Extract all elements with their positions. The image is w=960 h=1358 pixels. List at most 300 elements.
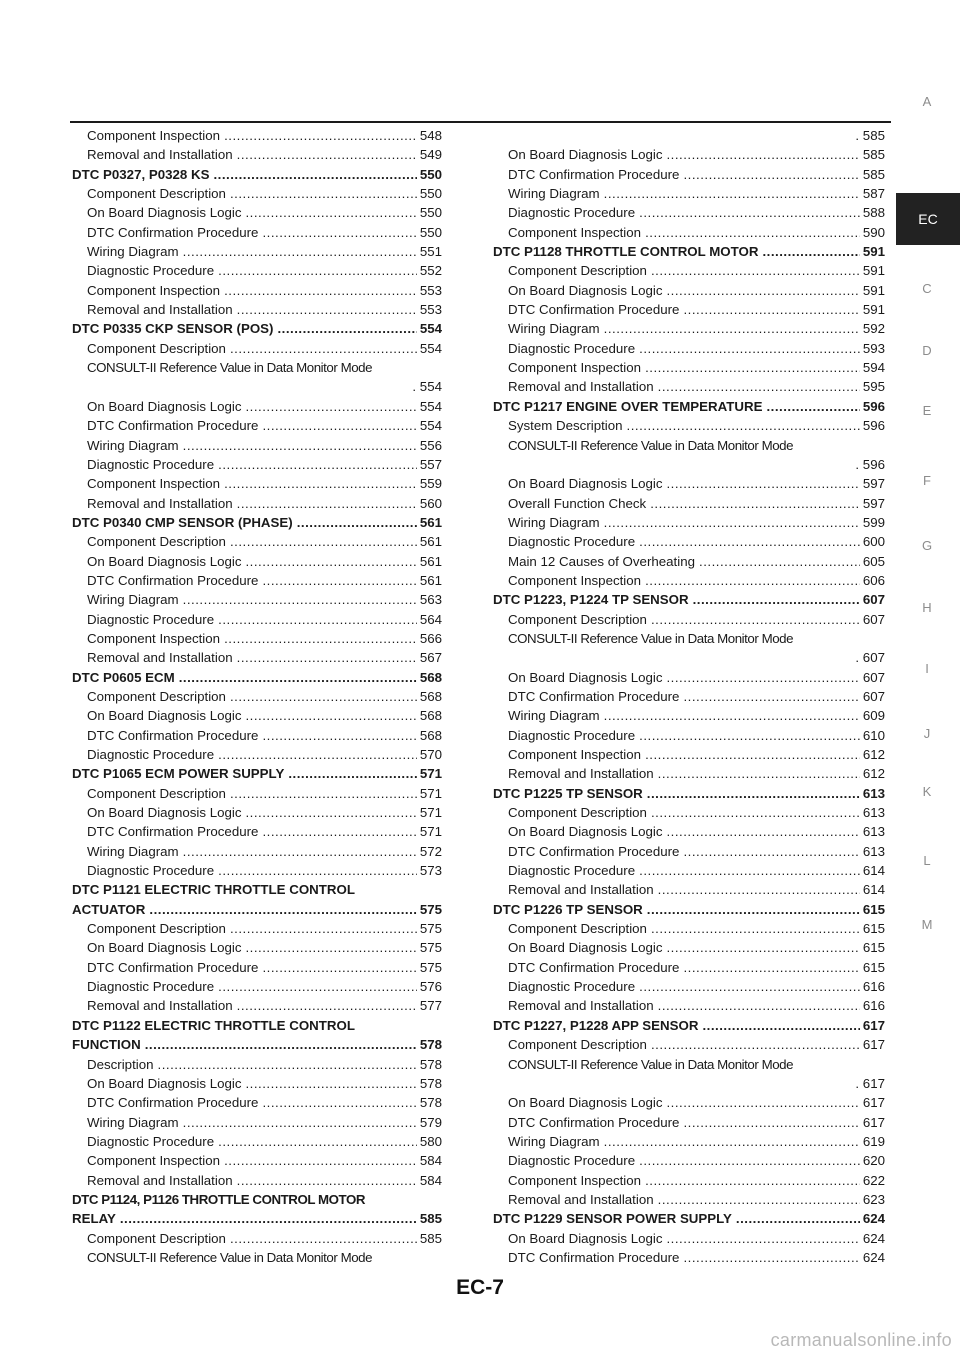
- section-tab-i[interactable]: I: [925, 661, 929, 676]
- toc-entry-page: 597: [862, 476, 885, 492]
- toc-entry[interactable]: [72, 842, 442, 861]
- toc-entry-page: 556: [419, 437, 442, 453]
- toc-entry[interactable]: [493, 552, 885, 571]
- toc-entry[interactable]: [493, 513, 885, 532]
- toc-entry[interactable]: [72, 416, 442, 435]
- toc-entry[interactable]: [72, 938, 442, 957]
- toc-entry[interactable]: [72, 145, 442, 164]
- toc-entry[interactable]: [493, 223, 885, 242]
- section-tab-ec[interactable]: EC: [896, 193, 960, 245]
- toc-entry[interactable]: [72, 203, 442, 222]
- toc-section-heading[interactable]: [72, 319, 442, 338]
- dot-leader: [639, 861, 860, 880]
- dot-leader: [683, 1248, 859, 1267]
- dot-leader: [237, 1171, 417, 1190]
- toc-entry-page: 554: [419, 340, 442, 356]
- toc-entry-page: 561: [419, 514, 442, 530]
- toc-entry[interactable]: [72, 1229, 442, 1248]
- toc-entry[interactable]: [493, 938, 885, 957]
- toc-entry[interactable]: [72, 590, 442, 609]
- toc-entry-page: 578: [419, 1075, 442, 1091]
- toc-entry-label: Component Description: [87, 921, 226, 937]
- toc-entry-page: 584: [419, 1153, 442, 1169]
- toc-entry[interactable]: [493, 745, 885, 764]
- toc-entry[interactable]: [72, 455, 442, 474]
- toc-entry[interactable]: [493, 571, 885, 590]
- toc-entry-page: 548: [419, 128, 442, 143]
- toc-entry-page: 572: [419, 843, 442, 859]
- toc-entry-label: Component Inspection: [87, 1153, 221, 1169]
- toc-entry-page: 561: [419, 572, 442, 588]
- toc-entry-label: Component Description: [87, 1230, 226, 1246]
- dot-leader: [639, 726, 860, 745]
- toc-entry-page: 607: [862, 592, 885, 608]
- toc-entry-label: Diagnostic Procedure: [87, 456, 215, 472]
- dot-leader: [604, 706, 860, 725]
- toc-entry[interactable]: [493, 319, 885, 338]
- toc-entry-label: Component Inspection: [508, 224, 642, 240]
- toc-entry-page: . 607: [855, 650, 885, 666]
- toc-entry[interactable]: [493, 377, 885, 396]
- section-tab-l[interactable]: L: [923, 853, 931, 868]
- section-tab-k[interactable]: K: [922, 784, 932, 799]
- dot-leader: [627, 416, 860, 435]
- toc-entry-page: 615: [862, 921, 885, 937]
- toc-entry-page: 578: [419, 1056, 442, 1072]
- dot-leader: [218, 745, 417, 764]
- toc-entry-page: 577: [419, 998, 442, 1014]
- section-tab-e[interactable]: E: [922, 403, 932, 418]
- toc-entry-page: 610: [862, 727, 885, 743]
- toc-section-heading[interactable]: [493, 590, 885, 609]
- dot-leader: [230, 919, 417, 938]
- dot-leader: [277, 319, 416, 338]
- dot-leader: [230, 184, 417, 203]
- dot-leader: [645, 223, 860, 242]
- toc-entry-label: DTC Confirmation Procedure: [87, 224, 259, 240]
- toc-entry-page: 568: [419, 708, 442, 724]
- dot-leader: [651, 1035, 860, 1054]
- toc-entry-label: FUNCTION: [72, 1037, 141, 1053]
- toc-entry-page: 575: [419, 921, 442, 937]
- toc-entry[interactable]: [493, 996, 885, 1015]
- dot-leader: [651, 261, 860, 280]
- toc-entry-label: Removal and Installation: [508, 1191, 654, 1207]
- toc-entry-label: Component Inspection: [87, 630, 221, 646]
- toc-entry[interactable]: [493, 1151, 885, 1170]
- toc-entry-label: Component Description: [508, 921, 647, 937]
- dot-leader: [158, 1055, 417, 1074]
- dot-leader: [288, 764, 416, 783]
- dot-leader: [237, 300, 417, 319]
- toc-entry-label: DTC Confirmation Procedure: [508, 688, 680, 704]
- toc-entry[interactable]: [72, 784, 442, 803]
- toc-entry-label: DTC Confirmation Procedure: [87, 572, 259, 588]
- dot-leader: [658, 996, 860, 1015]
- toc-entry[interactable]: [493, 842, 885, 861]
- toc-entry-label: Removal and Installation: [508, 379, 654, 395]
- toc-entry[interactable]: [493, 861, 885, 880]
- toc-entry[interactable]: [493, 1229, 885, 1248]
- toc-entry[interactable]: [493, 1132, 885, 1151]
- toc-entry[interactable]: [72, 919, 442, 938]
- toc-entry-page: 624: [862, 1249, 885, 1265]
- toc-entry-label: DTC Confirmation Procedure: [508, 166, 680, 182]
- toc-entry[interactable]: [72, 1151, 442, 1170]
- toc-left-column: [72, 126, 442, 1267]
- toc-entry-page: 563: [419, 592, 442, 608]
- toc-entry[interactable]: [493, 687, 885, 706]
- toc-entry-page: 553: [419, 302, 442, 318]
- toc-entry-label: On Board Diagnosis Logic: [87, 1075, 242, 1091]
- dot-leader: [702, 1016, 859, 1035]
- toc-entry[interactable]: [493, 919, 885, 938]
- toc-entry[interactable]: [493, 1190, 885, 1209]
- toc-entry-label: On Board Diagnosis Logic: [508, 147, 663, 163]
- toc-entry-label: Removal and Installation: [87, 495, 233, 511]
- toc-entry[interactable]: [72, 261, 442, 280]
- toc-entry-page: 588: [862, 205, 885, 221]
- toc-entry-page: 617: [862, 1037, 885, 1053]
- toc-entry[interactable]: [72, 1248, 442, 1267]
- toc-entry-page: 584: [419, 1172, 442, 1188]
- dot-leader: [666, 1229, 859, 1248]
- dot-leader: [262, 416, 416, 435]
- dot-leader: [245, 397, 416, 416]
- dot-leader: [666, 668, 859, 687]
- section-tab-d[interactable]: D: [922, 343, 932, 358]
- toc-entry-page: 557: [419, 456, 442, 472]
- toc-entry[interactable]: [72, 474, 442, 493]
- toc-entry[interactable]: [493, 1055, 885, 1074]
- dot-leader: [218, 977, 417, 996]
- toc-entry[interactable]: [493, 261, 885, 280]
- dot-leader: [766, 397, 859, 416]
- toc-entry-label: Component Description: [87, 534, 226, 550]
- toc-entry-label: DTC P1128 THROTTLE CONTROL MOTOR: [493, 244, 759, 260]
- toc-entry[interactable]: [493, 958, 885, 977]
- toc-entry[interactable]: [493, 436, 885, 455]
- toc-entry-page: 567: [419, 650, 442, 666]
- toc-entry-page: 593: [862, 340, 885, 356]
- toc-entry-page: 595: [862, 379, 885, 395]
- toc-section-heading[interactable]: [72, 1190, 442, 1209]
- toc-entry-label: On Board Diagnosis Logic: [87, 708, 242, 724]
- toc-entry[interactable]: [493, 358, 885, 377]
- toc-entry[interactable]: [493, 648, 885, 667]
- toc-entry-label: Removal and Installation: [87, 1172, 233, 1188]
- dot-leader: [224, 629, 417, 648]
- toc-entry[interactable]: [493, 977, 885, 996]
- dot-leader: [683, 958, 859, 977]
- toc-entry-page: 579: [419, 1114, 442, 1130]
- toc-entry[interactable]: [493, 300, 885, 319]
- dot-leader: [245, 552, 416, 571]
- toc-entry[interactable]: [72, 339, 442, 358]
- toc-section-heading[interactable]: [493, 900, 885, 919]
- toc-right-column: [493, 126, 885, 1267]
- dot-leader: [645, 571, 860, 590]
- toc-entry-page: 614: [862, 882, 885, 898]
- toc-section-heading[interactable]: [493, 784, 885, 803]
- toc-entry[interactable]: [493, 1074, 885, 1093]
- toc-entry-label: Wiring Diagram: [508, 1133, 600, 1149]
- dot-leader: [218, 610, 417, 629]
- toc-entry[interactable]: [72, 552, 442, 571]
- toc-entry[interactable]: [72, 242, 442, 261]
- toc-entry[interactable]: [72, 958, 442, 977]
- toc-entry[interactable]: [493, 822, 885, 841]
- dot-leader: [639, 339, 860, 358]
- dot-leader: [736, 1209, 860, 1228]
- toc-entry[interactable]: [493, 184, 885, 203]
- toc-section-heading[interactable]: [72, 1016, 442, 1035]
- toc-entry-label: Main 12 Causes of Overheating: [508, 553, 696, 569]
- dot-leader: [218, 455, 417, 474]
- toc-entry-label: Overall Function Check: [508, 495, 647, 511]
- toc-entry-page: . 554: [412, 379, 442, 395]
- toc-entry[interactable]: [72, 648, 442, 667]
- section-tab-j[interactable]: J: [923, 726, 931, 741]
- toc-entry[interactable]: [72, 358, 442, 377]
- toc-entry[interactable]: [72, 532, 442, 551]
- dot-leader: [230, 1229, 417, 1248]
- toc-entry-page: 591: [862, 302, 885, 318]
- toc-entry-page: 571: [419, 785, 442, 801]
- toc-entry[interactable]: [493, 203, 885, 222]
- toc-entry-page: 575: [419, 940, 442, 956]
- toc-entry-page: 571: [419, 805, 442, 821]
- toc-section-heading[interactable]: [493, 1209, 885, 1228]
- dot-leader: [183, 436, 417, 455]
- toc-entry-page: 580: [419, 1133, 442, 1149]
- toc-entry[interactable]: [493, 474, 885, 493]
- toc-entry[interactable]: [493, 455, 885, 474]
- toc-entry-label: CONSULT-II Reference Value in Data Monitor Mode: [508, 437, 794, 453]
- toc-entry-page: 609: [862, 708, 885, 724]
- toc-entry[interactable]: [72, 706, 442, 725]
- toc-entry[interactable]: [72, 1132, 442, 1151]
- toc-entry-label: Wiring Diagram: [508, 708, 600, 724]
- toc-entry-label: Wiring Diagram: [87, 1114, 179, 1130]
- toc-entry[interactable]: [72, 184, 442, 203]
- toc-entry-page: 617: [862, 1095, 885, 1111]
- toc-entry-page: 568: [419, 669, 442, 685]
- toc-entry-page: . 585: [855, 128, 885, 143]
- dot-leader: [658, 764, 860, 783]
- toc-entry-page: 624: [862, 1230, 885, 1246]
- section-tab-f[interactable]: F: [923, 473, 931, 488]
- toc-entry-label: DTC P1227, P1228 APP SENSOR: [493, 1017, 699, 1033]
- toc-entry-page: 590: [862, 224, 885, 240]
- toc-entry-page: 591: [862, 244, 885, 260]
- dot-leader: [230, 784, 417, 803]
- toc-entry[interactable]: [72, 822, 442, 841]
- toc-entry-label: Diagnostic Procedure: [87, 863, 215, 879]
- toc-entry-page: 568: [419, 688, 442, 704]
- toc-entry-label: Wiring Diagram: [508, 514, 600, 530]
- dot-leader: [218, 261, 417, 280]
- section-tab-c[interactable]: C: [922, 281, 932, 296]
- toc-entry-label: Component Inspection: [508, 572, 642, 588]
- toc-entry[interactable]: [493, 494, 885, 513]
- dot-leader: [183, 590, 417, 609]
- toc-entry[interactable]: [493, 1248, 885, 1267]
- toc-entry[interactable]: [493, 706, 885, 725]
- toc-entry-page: 560: [419, 495, 442, 511]
- toc-entry-page: 549: [419, 147, 442, 163]
- toc-section-heading[interactable]: [72, 668, 442, 687]
- toc-section-heading[interactable]: [493, 1016, 885, 1035]
- toc-entry-label: System Description: [508, 418, 623, 434]
- toc-entry-page: 617: [862, 1114, 885, 1130]
- toc-entry[interactable]: [72, 494, 442, 513]
- toc-section-heading[interactable]: [72, 1035, 442, 1054]
- toc-entry[interactable]: [72, 996, 442, 1015]
- toc-section-heading[interactable]: [72, 513, 442, 532]
- toc-entry[interactable]: [72, 1171, 442, 1190]
- dot-leader: [245, 1074, 416, 1093]
- toc-entry[interactable]: [493, 668, 885, 687]
- toc-entry[interactable]: [72, 397, 442, 416]
- toc-entry-page: 566: [419, 630, 442, 646]
- toc-entry-label: ACTUATOR: [72, 901, 146, 917]
- toc-entry[interactable]: [493, 764, 885, 783]
- toc-entry-label: DTC Confirmation Procedure: [87, 959, 259, 975]
- toc-entry[interactable]: [493, 880, 885, 899]
- toc-entry[interactable]: [72, 281, 442, 300]
- toc-entry[interactable]: [493, 145, 885, 164]
- toc-entry-label: DTC P0605 ECM: [72, 669, 175, 685]
- dot-leader: [297, 513, 417, 532]
- toc-entry-page: 607: [862, 611, 885, 627]
- toc-entry-page: 571: [419, 766, 442, 782]
- section-tab-a[interactable]: A: [922, 94, 932, 109]
- section-tab-m[interactable]: M: [921, 917, 933, 932]
- toc-entry-label: DTC Confirmation Procedure: [508, 302, 680, 318]
- toc-entry[interactable]: [72, 1074, 442, 1093]
- toc-section-heading[interactable]: [72, 880, 442, 899]
- toc-entry[interactable]: [72, 1055, 442, 1074]
- toc-section-heading[interactable]: [72, 1209, 442, 1228]
- toc-entry[interactable]: [72, 745, 442, 764]
- toc-entry-page: 573: [419, 863, 442, 879]
- toc-entry-page: 592: [862, 321, 885, 337]
- dot-leader: [651, 919, 860, 938]
- toc-entry-label: DTC Confirmation Procedure: [508, 1249, 680, 1265]
- dot-leader: [604, 184, 860, 203]
- toc-entry[interactable]: [72, 803, 442, 822]
- toc-entry-page: 554: [419, 418, 442, 434]
- toc-entry-label: DTC Confirmation Procedure: [87, 1095, 259, 1111]
- toc-entry-page: 597: [862, 495, 885, 511]
- toc-entry-page: 551: [419, 244, 442, 260]
- toc-entry-page: 620: [862, 1153, 885, 1169]
- toc-entry[interactable]: [72, 126, 442, 145]
- dot-leader: [639, 977, 860, 996]
- toc-entry[interactable]: [493, 281, 885, 300]
- toc-entry[interactable]: [493, 803, 885, 822]
- toc-entry-label: Component Inspection: [508, 747, 642, 762]
- toc-entry[interactable]: [72, 377, 442, 396]
- toc-entry-page: 552: [419, 263, 442, 279]
- toc-entry[interactable]: [72, 300, 442, 319]
- dot-leader: [651, 803, 860, 822]
- toc-entry-label: Removal and Installation: [87, 650, 233, 666]
- toc-entry-label: CONSULT-II Reference Value in Data Monitor Mode: [87, 1249, 373, 1265]
- toc-entry-page: 612: [862, 747, 885, 762]
- toc-entry-label: On Board Diagnosis Logic: [87, 553, 242, 569]
- header-rule: [70, 121, 891, 123]
- toc-entry-label: DTC P1226 TP SENSOR: [493, 901, 643, 917]
- toc-entry[interactable]: [493, 339, 885, 358]
- toc-section-heading[interactable]: [493, 397, 885, 416]
- toc-entry[interactable]: [493, 165, 885, 184]
- toc-entry[interactable]: [72, 610, 442, 629]
- toc-entry[interactable]: [493, 126, 885, 145]
- toc-entry[interactable]: [72, 436, 442, 455]
- section-tab-h[interactable]: H: [922, 600, 932, 615]
- toc-entry[interactable]: [72, 726, 442, 745]
- toc-entry-label: Diagnostic Procedure: [508, 727, 636, 743]
- toc-entry[interactable]: [72, 977, 442, 996]
- toc-entry-label: Diagnostic Procedure: [508, 340, 636, 356]
- section-tab-g[interactable]: G: [921, 538, 933, 553]
- toc-entry[interactable]: [72, 571, 442, 590]
- toc-entry[interactable]: [493, 610, 885, 629]
- toc-entry[interactable]: [493, 1113, 885, 1132]
- watermark: carmanualsonline.info: [770, 1330, 952, 1350]
- toc-entry[interactable]: [493, 1171, 885, 1190]
- dot-leader: [245, 203, 416, 222]
- toc-section-heading[interactable]: [72, 900, 442, 919]
- toc-entry-label: DTC P1124, P1126 THROTTLE CONTROL MOTOR: [72, 1191, 366, 1207]
- toc-entry-label: DTC P1121 ELECTRIC THROTTLE CONTROL: [72, 882, 355, 898]
- toc-entry-label: DTC P0327, P0328 KS: [72, 166, 210, 182]
- toc-entry[interactable]: [493, 532, 885, 551]
- toc-entry-label: On Board Diagnosis Logic: [87, 398, 242, 414]
- toc-entry-label: Wiring Diagram: [508, 321, 600, 337]
- toc-section-heading[interactable]: [493, 242, 885, 261]
- toc-entry[interactable]: [72, 861, 442, 880]
- toc-entry-page: 561: [419, 553, 442, 569]
- toc-entry-label: Description: [87, 1056, 154, 1072]
- toc-entry-label: Diagnostic Procedure: [508, 205, 636, 221]
- toc-entry-label: RELAY: [72, 1211, 116, 1227]
- toc-section-heading[interactable]: [72, 764, 442, 783]
- toc-entry[interactable]: [493, 629, 885, 648]
- toc-entry[interactable]: [493, 416, 885, 435]
- toc-entry[interactable]: [72, 687, 442, 706]
- toc-entry[interactable]: [493, 1093, 885, 1112]
- dot-leader: [650, 494, 860, 513]
- toc-entry-page: 613: [862, 843, 885, 859]
- toc-entry-label: Wiring Diagram: [87, 244, 179, 260]
- toc-entry[interactable]: [72, 1113, 442, 1132]
- toc-entry[interactable]: [493, 1035, 885, 1054]
- toc-entry-label: DTC P1223, P1224 TP SENSOR: [493, 592, 689, 608]
- toc-entry[interactable]: [72, 1093, 442, 1112]
- toc-section-heading[interactable]: [72, 165, 442, 184]
- dot-leader: [218, 861, 417, 880]
- toc-entry[interactable]: [72, 223, 442, 242]
- toc-entry[interactable]: [493, 726, 885, 745]
- toc-entry[interactable]: [72, 629, 442, 648]
- toc-entry-label: CONSULT-II Reference Value in Data Monitor Mode: [87, 360, 373, 376]
- dot-leader: [639, 532, 860, 551]
- toc-entry-label: DTC Confirmation Procedure: [87, 824, 259, 840]
- dot-leader: [213, 165, 416, 184]
